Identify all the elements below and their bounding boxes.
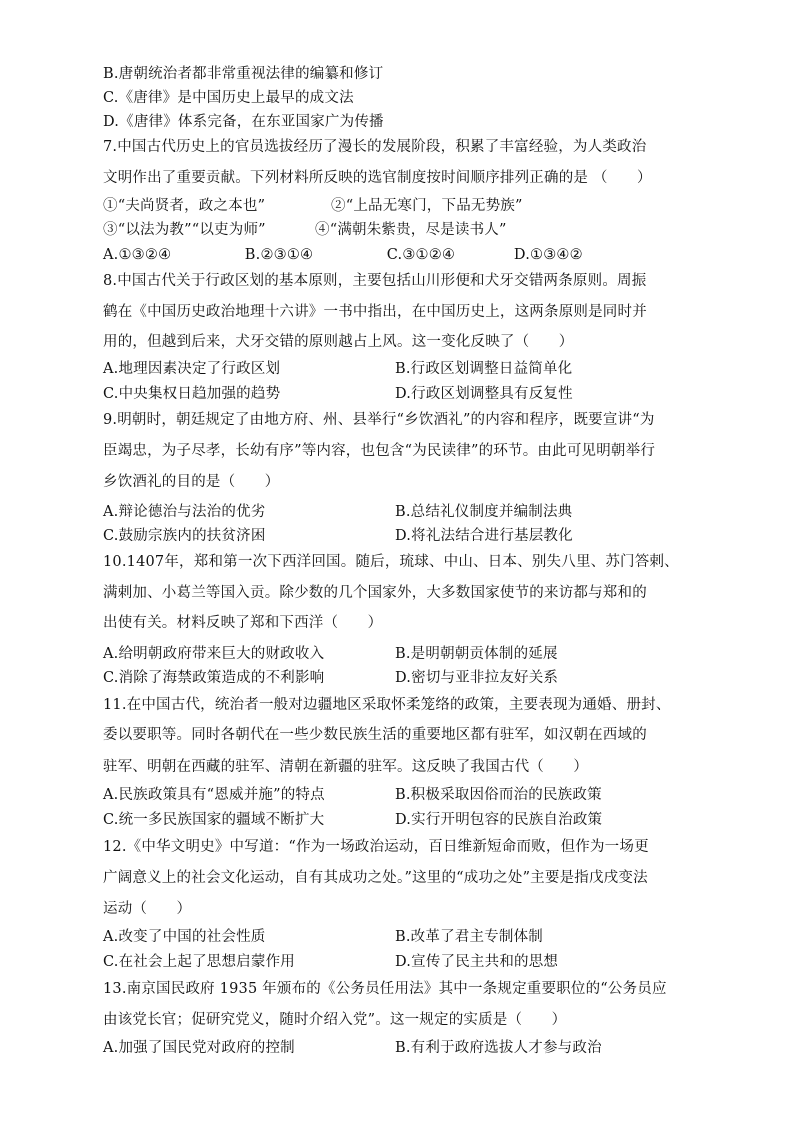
option-a: A.改变了中国的社会性质 [103, 929, 266, 945]
question-10-options-row-1 [103, 644, 703, 664]
question-11-options-row-2 [103, 810, 703, 830]
option-c: C.统一多民族国家的疆域不断扩大 [103, 812, 325, 828]
question-7-options: A.①③②④ B.②③①④ C.③①②④ D.①③④② [103, 247, 583, 263]
option-c: C.在社会上起了思想启蒙作用 [103, 954, 295, 970]
option-c: C.鼓励宗族内的扶贫济困 [103, 528, 266, 544]
option-b: B.改革了君主专制体制 [395, 929, 543, 945]
option-d: D.密切与亚非拉友好关系 [395, 670, 559, 686]
question-11-line-1: 11.在中国古代，统治者一般对边疆地区采取怀柔笼络的政策，主要表现为通婚、册封、 [103, 697, 671, 713]
option-d-tang-law: D.《唐律》体系完备，在东亚国家广为传播 [103, 114, 384, 130]
question-8-options-row-1 [103, 359, 703, 379]
option-b: B.有利于政府选拔人才参与政治 [395, 1040, 602, 1056]
material-3: ③“以法为教”“以吏为师” [103, 222, 266, 238]
question-10-line-1: 10.1407年，郑和第一次下西洋回国。随后，琉球、中山、日本、别失八里、苏门答剌、 [103, 554, 679, 570]
option-d: D.实行开明包容的民族自治政策 [395, 812, 603, 828]
question-7-material-row-1 [103, 196, 703, 216]
question-7-line-1: 7.中国古代历史上的官员选拔经历了漫长的发展阶段，积累了丰富经验，为人类政治 [103, 139, 647, 155]
option-a: A.民族政策具有“恩威并施”的特点 [103, 787, 325, 803]
question-10-line-3: 出使有关。材料反映了郑和下西洋（ ） [103, 615, 383, 631]
material-1: ①“夫尚贤者，政之本也” [103, 198, 266, 214]
question-13-options-row-1 [103, 1038, 703, 1058]
option-d: D.宣传了民主共和的思想 [395, 954, 559, 970]
question-8-options-row-2 [103, 384, 703, 404]
option-d: D.将礼法结合进行基层教化 [395, 528, 573, 544]
material-4: ④“满朝朱紫贵，尽是读书人” [315, 222, 507, 238]
question-7-material-row-2 [103, 220, 703, 240]
option-c-tang-law: C.《唐律》是中国历史上最早的成文法 [103, 90, 354, 106]
option-c: C.消除了海禁政策造成的不利影响 [103, 670, 325, 686]
question-12-options-row-2 [103, 952, 703, 972]
question-8-line-1: 8.中国古代关于行政区划的基本原则，主要包括山川形便和犬牙交错两条原则。周振 [103, 273, 647, 289]
question-9-line-1: 9.明朝时，朝廷规定了由地方府、州、县举行“乡饮酒礼”的内容和程序，既要宣讲“为 [103, 412, 655, 428]
question-7-line-2: 文明作出了重要贡献。下列材料所反映的选官制度按时间顺序排列正确的是 （ ） [103, 170, 652, 186]
option-b-tang-law: B.唐朝统治者都非常重视法律的编纂和修订 [103, 66, 384, 82]
question-12-line-1: 12.《中华文明史》中写道：“作为一场政治运动，百日维新短命而败，但作为一场更 [103, 839, 649, 855]
option-a: A.辩论德治与法治的优劣 [103, 504, 266, 520]
option-c: C.中央集权日趋加强的趋势 [103, 386, 281, 402]
question-9-line-2: 臣竭忠，为子尽孝，长幼有序”等内容，也包含“为民读律”的环节。由此可见明朝举行 [103, 443, 656, 459]
question-10-options-row-2 [103, 668, 703, 688]
option-b: B.是明朝朝贡体制的延展 [395, 646, 558, 662]
question-11-options-row-1 [103, 785, 703, 805]
question-8-line-2: 鹤在《中国历史政治地理十六讲》一书中指出，在中国历史上，这两条原则是同时并 [103, 304, 647, 320]
question-9-line-3: 乡饮酒礼的目的是（ ） [103, 474, 280, 490]
question-12-options-row-1 [103, 927, 703, 947]
question-9-options-row-2 [103, 526, 703, 546]
question-13-line-2: 由该党长官；促研究党义，随时介绍入党”。这一规定的实质是（ ） [103, 1012, 567, 1028]
question-8-line-3: 用的，但越到后来，犬牙交错的原则越占上风。这一变化反映了（ ） [103, 334, 574, 350]
option-a: A.给明朝政府带来巨大的财政收入 [103, 646, 325, 662]
option-b: B.行政区划调整日益简单化 [395, 361, 573, 377]
option-b: B.积极采取因俗而治的民族政策 [395, 787, 602, 803]
question-11-line-3: 驻军、明朝在西藏的驻军、清朝在新疆的驻军。这反映了我国古代（ ） [103, 759, 589, 775]
option-a: A.加强了国民党对政府的控制 [103, 1040, 295, 1056]
option-d: D.行政区划调整具有反复性 [395, 386, 573, 402]
option-a: A.地理因素决定了行政区划 [103, 361, 281, 377]
question-12-line-3: 运动（ ） [103, 901, 192, 917]
question-12-line-2: 广阔意义上的社会文化运动，自有其成功之处。”这里的“成功之处”主要是指戊戌变法 [103, 870, 648, 886]
material-2: ②“上品无寒门，下品无势族” [331, 198, 523, 214]
option-b: B.总结礼仪制度并编制法典 [395, 504, 573, 520]
question-9-options-row-1 [103, 502, 703, 522]
question-10-line-2: 满剌加、小葛兰等国入贡。除少数的几个国家外，大多数国家使节的来访都与郑和的 [103, 585, 647, 601]
question-13-line-1: 13.南京国民政府 1935 年颁布的《公务员任用法》其中一条规定重要职位的“公务员应 [103, 981, 667, 997]
question-11-line-2: 委以要职等。同时各朝代在一些少数民族生活的重要地区都有驻军，如汉朝在西域的 [103, 727, 647, 743]
